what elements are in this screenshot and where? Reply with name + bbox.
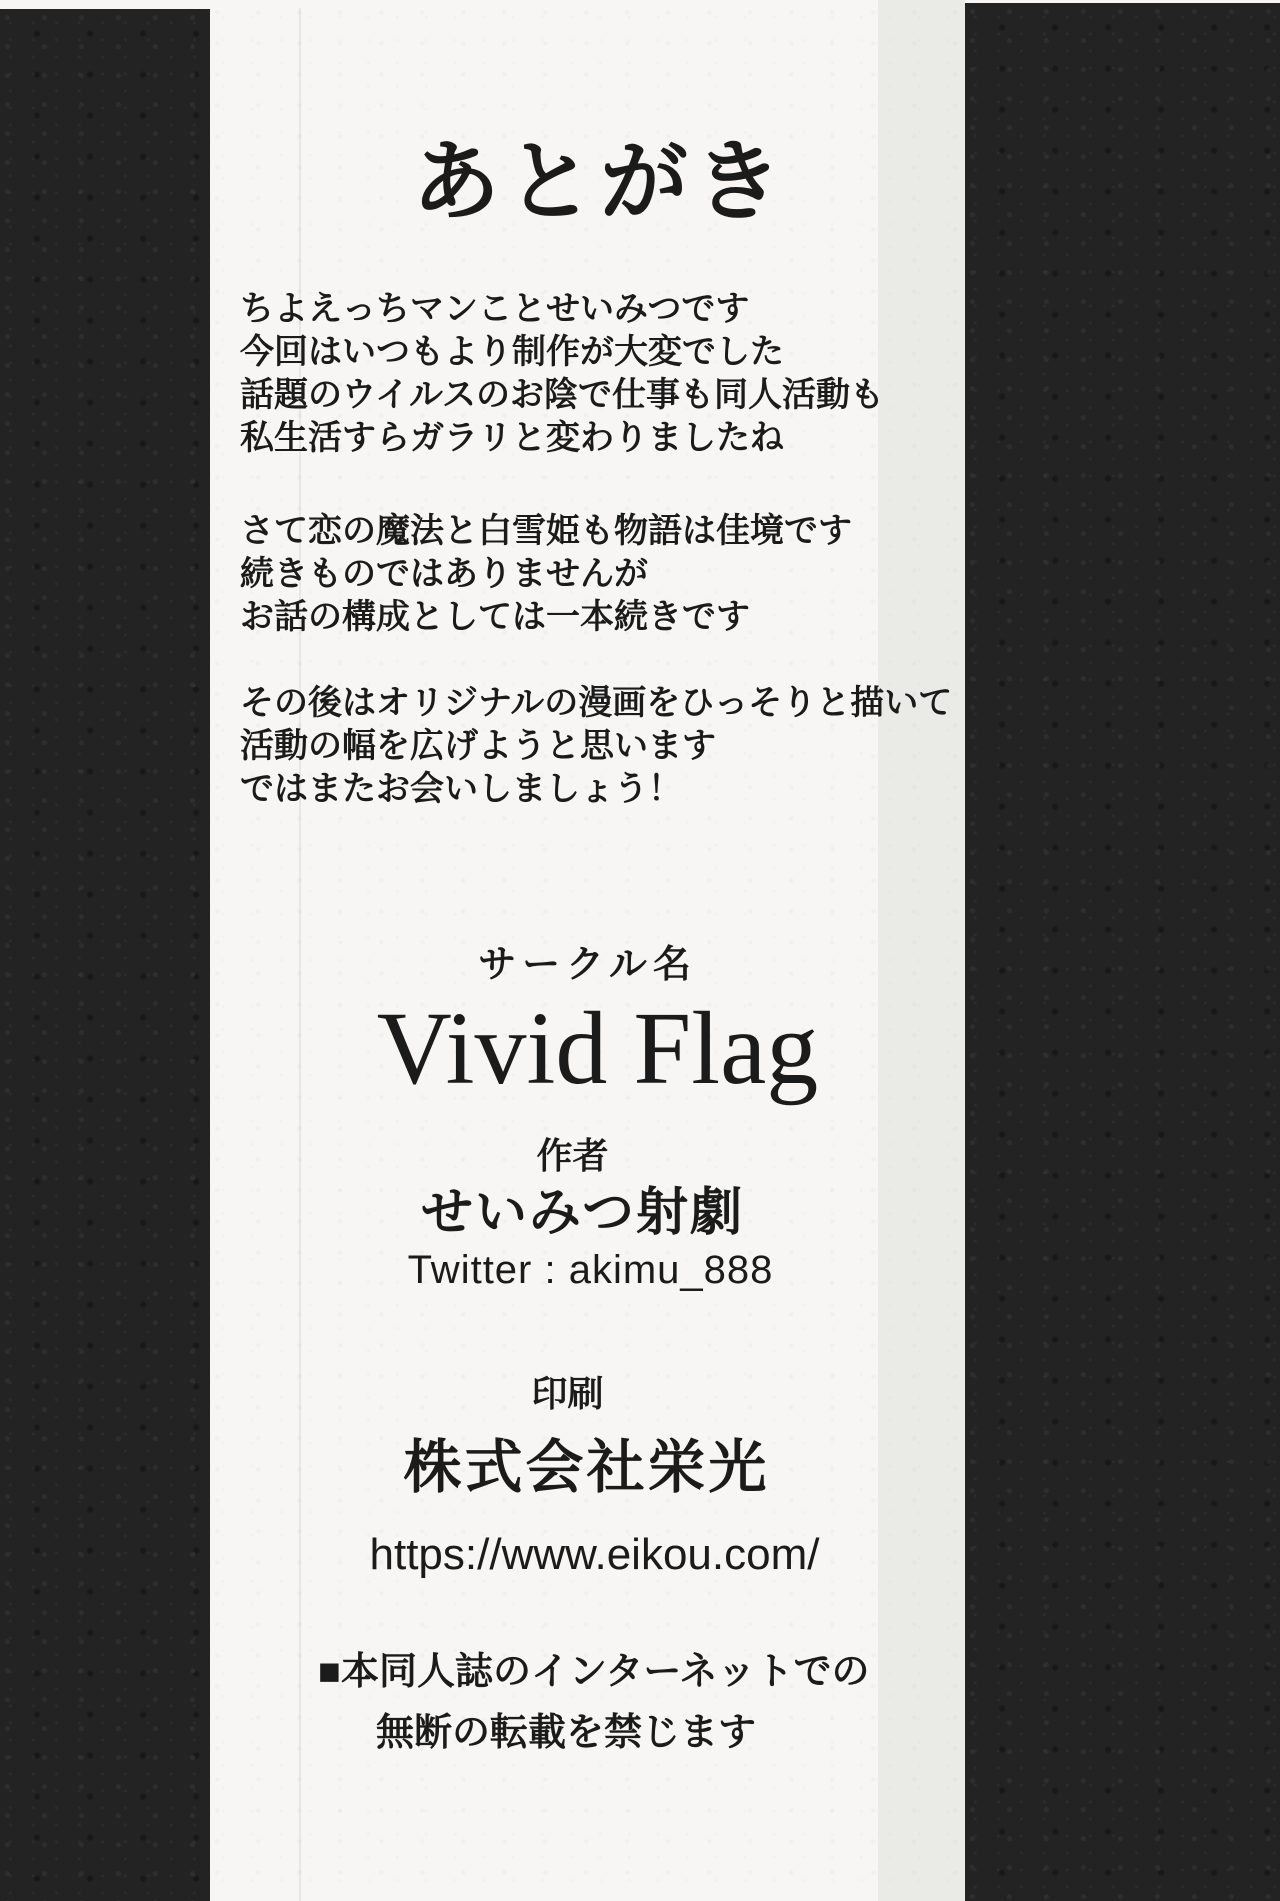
paragraph-line: ではまたお会いしましょう！ [240, 771, 682, 808]
reprint-notice-line-1: ■本同人誌のインターネットでの [318, 1651, 870, 1693]
paragraph-line: その後はオリジナルの漫画をひっそりと描いて [240, 685, 953, 722]
printing-company-name: 株式会社栄光 [403, 1435, 770, 1500]
afterword-paragraph-2 [240, 510, 940, 639]
paragraph-line: 活動の幅を広げようと思います [240, 728, 716, 765]
reprint-notice-line-2: 無断の転載を禁じます [376, 1712, 757, 1754]
afterword-paragraph-3 [240, 682, 953, 811]
printing-label: 印刷 [531, 1373, 604, 1414]
black-bar-right [965, 3, 1280, 1901]
paragraph-line: 話題のウイルスのお陰で仕事も同人活動も [240, 377, 884, 414]
paragraph-line: さて恋の魔法と白雪姫も物語は佳境です [240, 513, 852, 550]
paragraph-line: お話の構成としては一本続きです [240, 599, 750, 636]
paragraph-line: 今回はいつもより制作が大変でした [240, 334, 784, 371]
author-name: せいみつ射劇 [421, 1185, 744, 1242]
circle-name: Vivid Flag [376, 991, 819, 1106]
page-title: あとがき [411, 135, 788, 232]
author-label: 作者 [536, 1135, 609, 1176]
black-bar-left [0, 9, 210, 1901]
author-twitter-handle: Twitter : akimu_888 [407, 1248, 774, 1292]
afterword-paragraph-1 [240, 288, 940, 460]
paragraph-line: 続きものではありませんが [240, 556, 648, 593]
printing-company-url: https://www.eikou.com/ [369, 1530, 820, 1579]
paragraph-line: ちよえっちマンことせいみつです [240, 291, 750, 328]
paragraph-line: 私生活すらガラリと変わりましたね [240, 420, 784, 457]
circle-name-label: サークル名 [478, 944, 697, 986]
